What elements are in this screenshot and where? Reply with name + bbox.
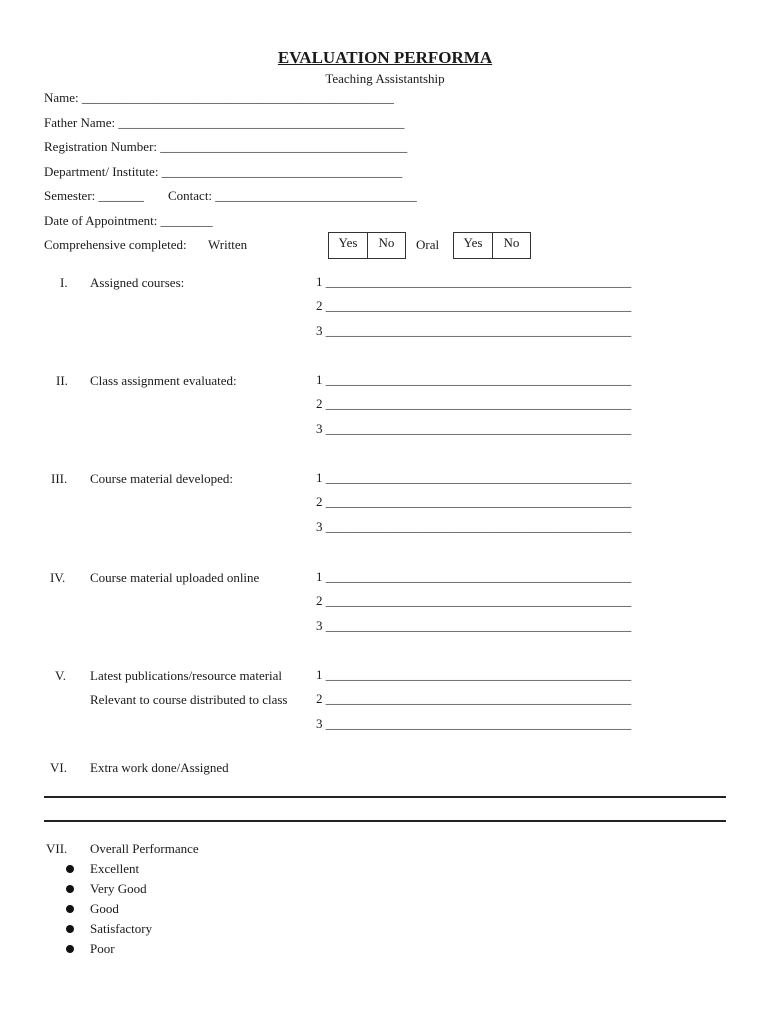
section-4-line-2[interactable]: 2 _______________________________________________ [316, 593, 632, 608]
section-3-line-2[interactable]: 2 _______________________________________________ [316, 494, 632, 509]
bullet-icon [66, 865, 74, 873]
name-field[interactable]: Name: ________________________________________________ [44, 90, 394, 105]
rating-option-poor[interactable]: Poor [90, 941, 115, 956]
section-numeral: II. [56, 373, 68, 388]
oral-yes-no-box [453, 232, 531, 259]
section-5-line-2[interactable]: 2 _______________________________________________ [316, 691, 632, 706]
bullet-icon [66, 885, 74, 893]
written-label: Written [208, 237, 248, 252]
rating-option-excellent[interactable]: Excellent [90, 861, 140, 876]
section-5-line-1[interactable]: 1 _______________________________________________ [316, 667, 632, 682]
section-label-line-2: Relevant to course distributed to class [90, 692, 288, 707]
section-1-line-1[interactable]: 1 _______________________________________________ [316, 274, 632, 289]
department-field[interactable]: Department/ Institute: _____________________________________ [44, 164, 403, 179]
section-numeral: VI. [50, 760, 67, 775]
section-3-line-1[interactable]: 1 _______________________________________________ [316, 470, 632, 485]
section-4-line-3[interactable]: 3 _______________________________________________ [316, 618, 632, 633]
section-label: Course material uploaded online [90, 570, 260, 585]
section-numeral: I. [60, 275, 68, 290]
section-numeral: III. [51, 471, 68, 486]
bullet-icon [66, 945, 74, 953]
section-2-line-2[interactable]: 2 _______________________________________________ [316, 396, 632, 411]
semester-field[interactable]: Semester: _______ [44, 188, 145, 203]
section-numeral: VII. [46, 841, 68, 856]
section-numeral: V. [55, 668, 66, 683]
section-3-line-3[interactable]: 3 _______________________________________________ [316, 519, 632, 534]
section-2-line-1[interactable]: 1 _______________________________________________ [316, 372, 632, 387]
bullet-icon [66, 905, 74, 913]
section-numeral: IV. [50, 570, 66, 585]
written-yes-option[interactable]: Yes [338, 235, 358, 250]
extra-work-line-2[interactable] [44, 820, 726, 822]
form-subtitle: Teaching Assistantship [325, 71, 445, 86]
section-label: Assigned courses: [90, 275, 185, 290]
oral-label: Oral [416, 237, 440, 252]
section-label: Course material developed: [90, 471, 233, 486]
section-label: Latest publications/resource material [90, 668, 283, 683]
rating-option-very-good[interactable]: Very Good [90, 881, 147, 896]
section-5-line-3[interactable]: 3 _______________________________________________ [316, 716, 632, 731]
oral-yes-option[interactable]: Yes [463, 235, 483, 250]
date-of-appointment-field[interactable]: Date of Appointment: ________ [44, 213, 213, 228]
written-yes-no-box [328, 232, 406, 259]
extra-work-line-1[interactable] [44, 796, 726, 798]
contact-field[interactable]: Contact: _______________________________ [168, 188, 417, 203]
written-no-option[interactable]: No [367, 233, 405, 258]
section-4-line-1[interactable]: 1 _______________________________________________ [316, 569, 632, 584]
oral-no-option[interactable]: No [492, 233, 530, 258]
rating-option-good[interactable]: Good [90, 901, 119, 916]
comprehensive-label: Comprehensive completed: [44, 237, 187, 252]
rating-option-satisfactory[interactable]: Satisfactory [90, 921, 153, 936]
section-1-line-3[interactable]: 3 _______________________________________________ [316, 323, 632, 338]
overall-performance-label: Overall Performance [90, 841, 199, 856]
form-title: EVALUATION PERFORMA [277, 48, 493, 67]
extra-work-label: Extra work done/Assigned [90, 760, 229, 775]
section-label: Class assignment evaluated: [90, 373, 237, 388]
section-2-line-3[interactable]: 3 _______________________________________________ [316, 421, 632, 436]
registration-number-field[interactable]: Registration Number: ______________________________________ [44, 139, 408, 154]
bullet-icon [66, 925, 74, 933]
father-name-field[interactable]: Father Name: ____________________________________________ [44, 115, 405, 130]
section-1-line-2[interactable]: 2 _______________________________________________ [316, 298, 632, 313]
